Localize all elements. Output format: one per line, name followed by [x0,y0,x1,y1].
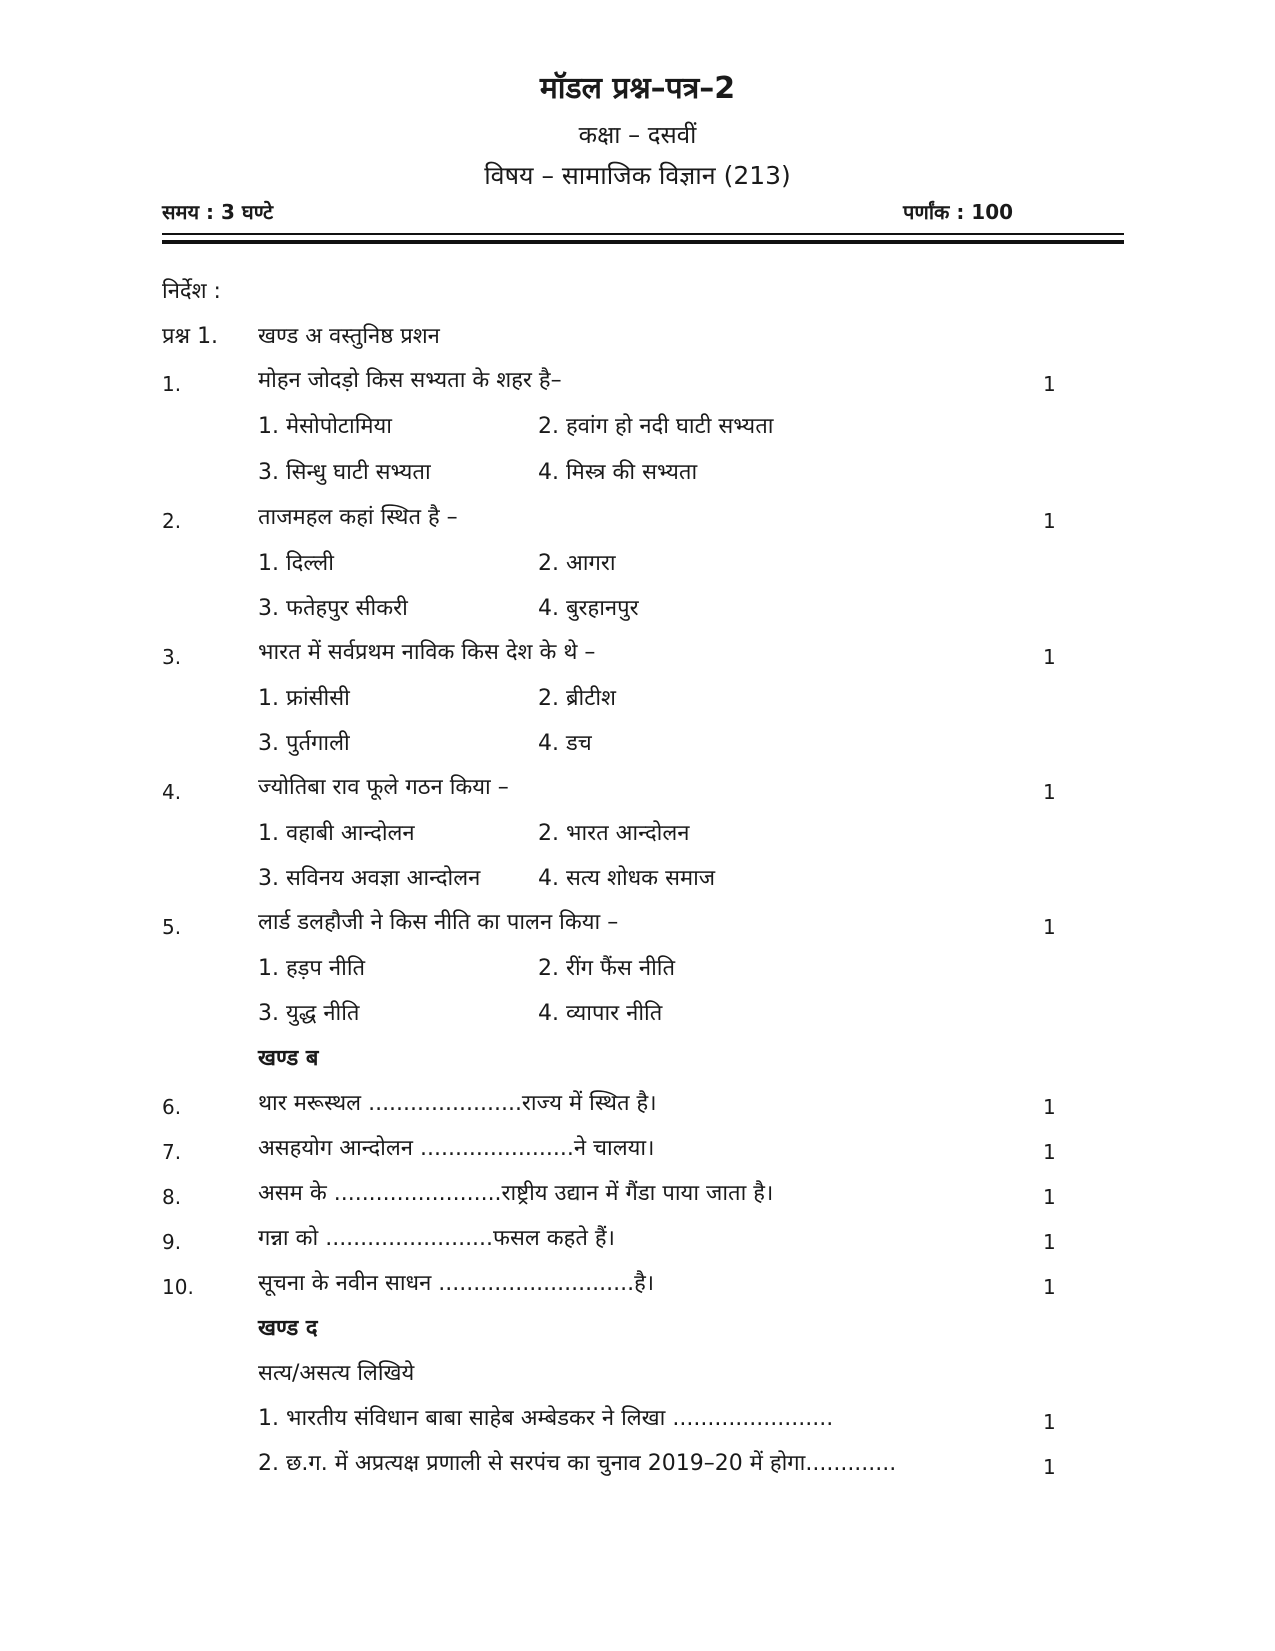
question-text: असहयोग आन्दोलन ......................ने चालया। [258,1136,655,1161]
section-d-title: खण्ड द [258,1316,318,1341]
option: 2. आगरा [538,551,616,576]
question-text: असम के ........................राष्ट्रीय उद्यान में गैंडा पाया जाता है। [258,1181,774,1206]
question-text: ताजमहल कहां स्थित है – [258,505,458,530]
question-text: ज्योतिबा राव फूले गठन किया – [258,775,509,800]
question-marks: 1 [1043,1455,1056,1479]
section-b-title: खण्ड ब [258,1046,319,1071]
header-rule-thin [162,233,1124,235]
question-marks: 1 [1043,1185,1056,1209]
option: 1. हड़प नीति [258,956,366,981]
option: 3. सिन्धु घाटी सभ्यता [258,460,431,485]
option: 3. पुर्तगाली [258,731,350,756]
class-line: कक्षा – दसवीं [578,121,697,149]
question-marks: 1 [1043,509,1056,533]
option: 2. रींग फैंस नीति [538,956,676,981]
subject-line: विषय – सामाजिक विज्ञान (213) [484,161,791,190]
question-marks: 1 [1043,780,1056,804]
header-rule-thick [162,240,1124,244]
option: 1. दिल्ली [258,551,334,576]
option: 1. फ्रांसीसी [258,686,350,711]
question-number: 5. [162,915,182,939]
question-number: 7. [162,1140,182,1164]
question-number: 4. [162,780,182,804]
question-marks: 1 [1043,645,1056,669]
section-a-title: खण्ड अ वस्तुनिष्ठ प्रशन [258,324,440,349]
question-marks: 1 [1043,1230,1056,1254]
option: 4. बुरहानपुर [538,596,639,621]
question-marks: 1 [1043,1140,1056,1164]
question-number: 10. [162,1275,194,1299]
question-marks: 1 [1043,1095,1056,1119]
time-label: समय : 3 घण्टे [162,200,274,224]
option: 1. वहाबी आन्दोलन [258,821,415,846]
question-number: 3. [162,645,182,669]
question-text: सूचना के नवीन साधन ............................है। [258,1271,655,1296]
option: 4. सत्य शोधक समाज [538,866,716,891]
question-text: गन्ना को ........................फसल कहते हैं। [258,1226,615,1251]
option: 3. सविनय अवज्ञा आन्दोलन [258,866,481,891]
question-marks: 1 [1043,1410,1056,1434]
marks-label: पर्णांक : 100 [903,200,1014,224]
question-text: थार मरूस्थल ......................राज्य में स्थित है। [258,1091,657,1116]
option: 4. डच [538,731,592,756]
question-marks: 1 [1043,372,1056,396]
question-1-label: प्रश्न 1. [162,324,219,349]
instructions-label: निर्देश : [162,279,221,304]
question-marks: 1 [1043,1275,1056,1299]
question-text: लार्ड डलहौजी ने किस नीति का पालन किया – [258,910,619,935]
option: 2. ब्रीटीश [538,686,616,711]
question-number: 6. [162,1095,182,1119]
option: 2. हवांग हो नदी घाटी सभ्यता [538,414,774,439]
question-number: 8. [162,1185,182,1209]
question-number: 1. [162,372,182,396]
true-false-question: 2. छ.ग. में अप्रत्यक्ष प्रणाली से सरपंच का चुनाव 2019–20 में होगा............. [258,1451,897,1476]
option: 1. मेसोपोटामिया [258,414,393,439]
paper-title: मॉडल प्रश्न–पत्र–2 [539,71,736,106]
section-d-instruction: सत्य/असत्य लिखिये [258,1361,415,1386]
option: 2. भारत आन्दोलन [538,821,690,846]
option: 3. युद्ध नीति [258,1001,360,1026]
option: 4. मिस्त्र की सभ्यता [538,460,698,485]
option: 4. व्यापार नीति [538,1001,663,1026]
question-marks: 1 [1043,915,1056,939]
question-text: भारत में सर्वप्रथम नाविक किस देश के थे – [258,640,596,665]
question-text: मोहन जोदड़ो किस सभ्यता के शहर है– [258,368,562,393]
true-false-question: 1. भारतीय संविधान बाबा साहेब अम्बेडकर ने लिखा ....................... [258,1406,834,1431]
question-number: 2. [162,509,182,533]
question-number: 9. [162,1230,182,1254]
option: 3. फतेहपुर सीकरी [258,596,408,621]
